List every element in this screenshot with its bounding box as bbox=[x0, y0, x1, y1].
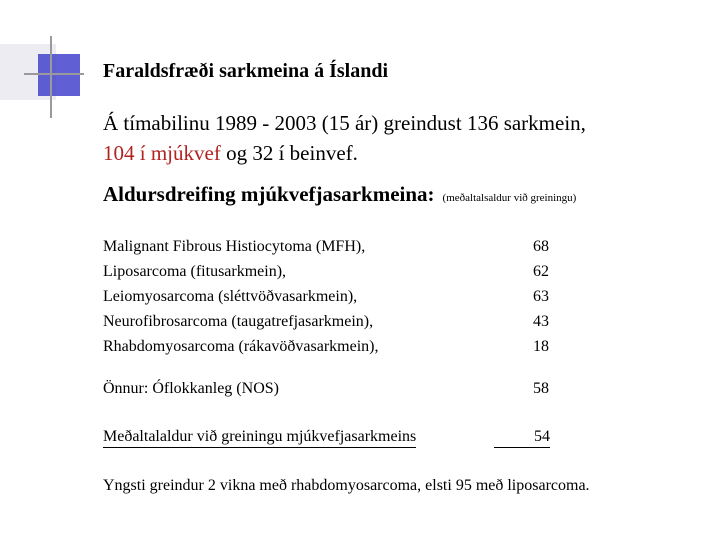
section-note: (meðaltalsaldur við greiningu) bbox=[442, 192, 577, 204]
tumor-type-name: Liposarcoma (fitusarkmein), bbox=[103, 263, 287, 280]
slide-title: Faraldsfræði sarkmeina á Íslandi bbox=[103, 60, 389, 82]
overall-mean-label: Meðaltalaldur við greiningu mjúkvefjasarkmeins bbox=[103, 428, 416, 448]
tumor-type-name: Rhabdomyosarcoma (rákavöðvasarkmein), bbox=[103, 338, 379, 355]
footer-note: Yngsti greindur 2 vikna með rhabdomyosarcoma, elsti 95 með liposarcoma. bbox=[103, 477, 590, 494]
overall-mean-value: 54 bbox=[494, 428, 550, 448]
mean-age-value: 63 bbox=[533, 288, 549, 305]
section-heading-text: Aldursdreifing mjúkvefjasarkmeina: bbox=[103, 182, 435, 206]
intro-highlight: 104 í mjúkvef bbox=[103, 141, 221, 165]
mean-age-value: 18 bbox=[533, 338, 549, 355]
tumor-type-name: Leiomyosarcoma (sléttvöðvasarkmein), bbox=[103, 288, 358, 305]
section-heading bbox=[103, 182, 576, 207]
tumor-type-name: Neurofibrosarcoma (taugatrefjasarkmein), bbox=[103, 313, 374, 330]
other-label: Önnur: Óflokkanleg (NOS) bbox=[103, 380, 279, 397]
mean-age-value: 43 bbox=[533, 313, 549, 330]
decor-vertical-line bbox=[50, 36, 52, 118]
mean-age-value: 68 bbox=[533, 238, 549, 255]
other-value: 58 bbox=[533, 380, 549, 397]
intro-line-2 bbox=[103, 138, 586, 168]
intro-line-2-rest: og 32 í beinvef. bbox=[220, 141, 358, 165]
tumor-type-list bbox=[103, 234, 378, 359]
intro-line-1: Á tímabilinu 1989 - 2003 (15 ár) greindust 136 sarkmein, bbox=[103, 111, 586, 135]
mean-age-value: 62 bbox=[533, 263, 549, 280]
tumor-type-name: Malignant Fibrous Histiocytoma (MFH), bbox=[103, 238, 366, 255]
intro-text bbox=[103, 108, 586, 168]
decor-blue-square bbox=[38, 54, 80, 96]
mean-age-list bbox=[533, 234, 549, 359]
decor-horizontal-line bbox=[24, 73, 84, 75]
